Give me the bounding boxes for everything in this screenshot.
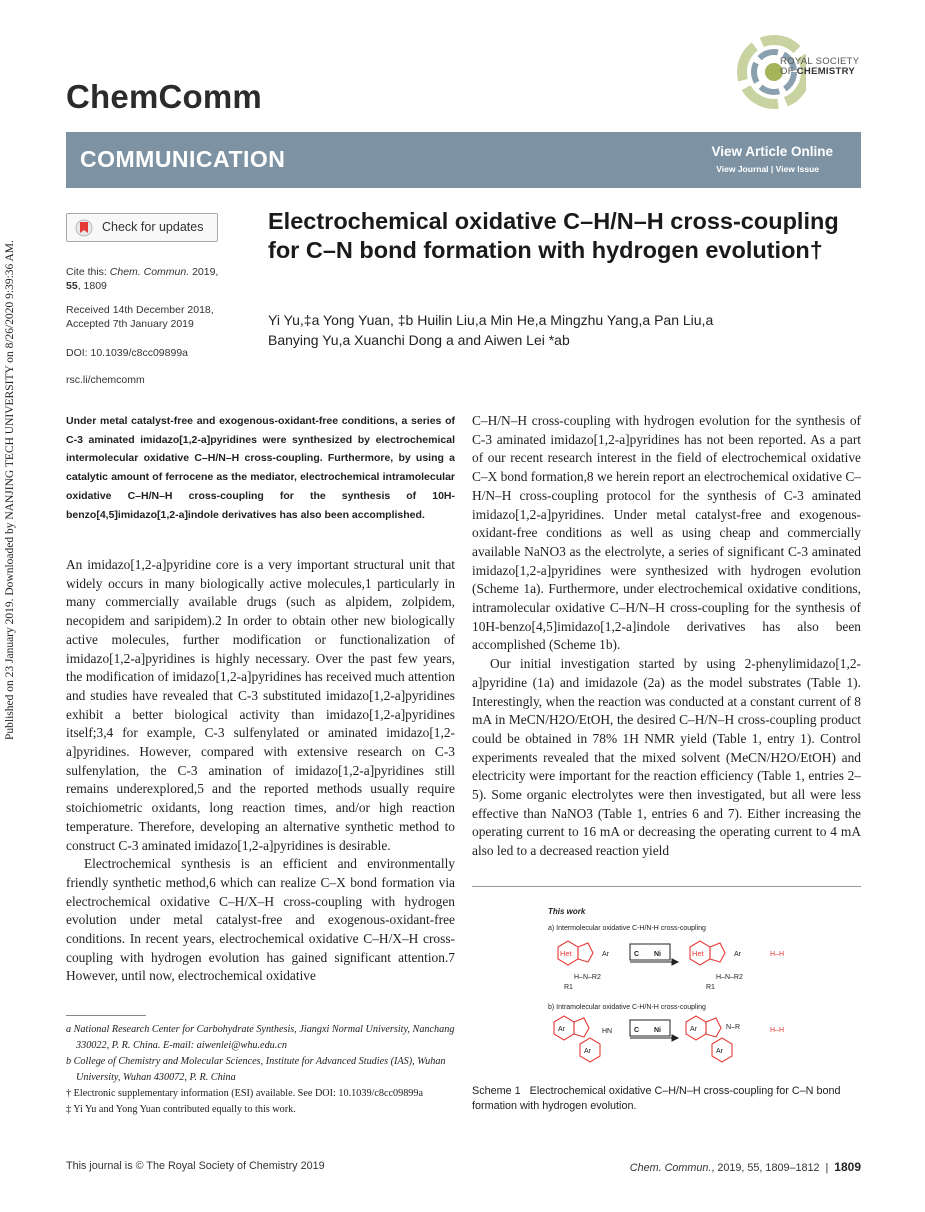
footnote: † Electronic supplementary information (ESI) available. See DOI: 10.1039/c8cc09899a [66,1088,424,1099]
footnote-divider [66,1015,146,1016]
svg-text:HN: HN [602,1028,613,1035]
authors-line-2: Banying Yu,a Xuanchi Dong a and Aiwen Lei *ab [268,332,570,348]
view-article-online-link[interactable]: View Article Online [711,144,833,159]
footnote: a National Research Center for Carbohydrate Synthesis, Jiangxi Normal University, Nanchang 330022, P. R. China. E-mail: aiwenlei@whu.edu.cn [66,1024,455,1051]
svg-text:H–H: H–H [770,951,785,958]
svg-text:H–N–R2: H–N–R2 [716,974,743,981]
page-footer [66,1160,861,1172]
page-number: 1809 [834,1160,861,1174]
paragraph: C–H/N–H cross-coupling with hydrogen evolution for the synthesis of C-3 aminated imidazo[1,2-a]pyridines has not been reported. As a part of our recent research interest in the field of electrochemical oxidative C–X bond formation,8 we herein report an electrochemical oxidative C–H/N–H cross-coupling protocol for the synthesis of C-3 aminated imidazo[1,2-a]pyridines. Under metal catalyst-free and exogenous-oxidant-free conditions as well as using cheap and commercially available NaNO3 as the electrolyte, a series of significant C-3 aminated imidazo[1,2-a]pyridines were synthesized with hydrogen evolution (Scheme 1a). Furthermore, under electrochemical oxidative conditions, intramolecular oxidative C–H/N–H cross-coupling for the synthesis of 10H-benzo[4,5]imidazo[1,2-a]indole derivatives has also been accomplished (Scheme 1b). [472,413,861,653]
article-type-banner [66,132,861,188]
svg-text:Ar: Ar [584,1048,591,1055]
short-url[interactable]: rsc.li/chemcomm [66,374,145,386]
svg-text:Ni: Ni [654,1027,661,1034]
article-type: COMMUNICATION [80,146,286,172]
abstract: Under metal catalyst-free and exogenous-oxidant-free conditions, a series of C-3 aminated imidazo[1,2-a]pyridines were synthesized by electrochemical intermolecular oxidative C–H/N–H cross-coupling. Furthermore, by using a catalytic amount of ferrocene as the mediator, electrochemical intramolecular oxidative C–H/N–H cross-coupling for the synthesis of 10H-benzo[4,5]imidazo[1,2-a]indole derivatives has also been accomplished. [66,415,455,521]
footnote: ‡ Yi Yu and Yong Yuan contributed equally to this work. [66,1104,296,1115]
svg-text:R1: R1 [706,984,715,991]
svg-text:H–H: H–H [770,1027,785,1034]
rsc-name-line1: ROYAL SOCIETY [780,56,860,67]
scheme-b-reactant [554,1016,600,1062]
citation: Cite this: Chem. Commun. 2019, 55, 1809 [66,266,219,292]
svg-text:Het: Het [560,949,572,958]
rsc-name-line2: OF CHEMISTRY [780,65,856,77]
banner-sublinks: View Journal | View Issue [716,164,819,174]
check-for-updates-label: Check for updates [102,220,204,234]
paragraph: Electrochemical synthesis is an efficient and environmentally friendly synthetic method,6 which can realize C–X bond formation via electrochemical oxidative C–H/X–H cross-coupling with hydrogen evolution under metal catalyst-free and exogenous-oxidant-free conditions. In recent years, electrochemical oxidative C–H/X–H cross-coupling with hydrogen evolution has gained significant attention.7 However, until now, electrochemical oxidative [66,856,455,984]
svg-text:H–N–R2: H–N–R2 [574,974,601,981]
svg-text:Het: Het [692,949,704,958]
crossmark-icon [74,219,94,237]
svg-text:C: C [634,951,640,958]
rsc-logo[interactable] [736,22,866,112]
download-stamp: Published on 23 January 2019. Downloaded by NANJING TECH UNIVERSITY on 8/26/2020 9:39:36 AM. [4,240,16,740]
check-for-updates-button[interactable] [66,213,218,242]
svg-text:Ni: Ni [654,951,661,958]
scheme-1-graphic [540,902,840,1072]
doi[interactable]: DOI: 10.1039/c8cc09899a [66,347,189,359]
scheme-caption: Scheme 1 Electrochemical oxidative C–H/N–H cross-coupling for C–N bond formation with hydrogen evolution. [472,1085,841,1112]
view-journal-link[interactable]: View Journal [716,164,769,174]
scheme-heading: This work [548,907,586,916]
article-title: Electrochemical oxidative C–H/N–H cross-coupling for C–N bond formation with hydrogen evolution† [268,208,839,263]
svg-text:R1: R1 [564,984,573,991]
footer-citation: Chem. Commun., 2019, 55, 1809–1812 | 1809 [629,1160,861,1174]
copyright: This journal is © The Royal Society of Chemistry 2019 [66,1160,325,1172]
svg-text:Ar: Ar [690,1026,697,1033]
scheme-divider [472,886,861,887]
svg-text:Ar: Ar [734,951,741,958]
received-dates: Received 14th December 2018, Accepted 7th January 2019 [66,304,214,330]
svg-text:C: C [634,1027,640,1034]
footnote: b College of Chemistry and Molecular Sciences, Institute for Advanced Studies (IAS), Wuhan University, Wuhan 430072, P. R. China [66,1056,446,1083]
svg-text:Ar: Ar [558,1026,565,1033]
footnotes [66,1022,455,1118]
scheme-a-label: a) Intermolecular oxidative C-H/N-H cross-coupling [548,925,706,932]
view-issue-link[interactable]: View Issue [775,164,819,174]
paragraph: Our initial investigation started by using 2-phenylimidazo[1,2-a]pyridine (1a) and imidazole (2a) as the model substrates (Table 1). Interestingly, when the reaction was conducted at a constant current of 8 mA in MeCN/H2O/EtOH, the desired C–H/N–H cross-coupling product could be obtained in 78% 1H NMR yield (Table 1, entry 1). Control experiments revealed that the mixed solvent (MeCN/H2O/EtOH) and electricity were important for the reaction efficiency (Table 1, entries 2–5). Some organic electrolytes were then investigated, but all were less effective than NaNO3 (Table 1, entries 6 and 7). Either increasing the operating current to 16 mA or decreasing the operating current to 4 mA also led to a decreased reaction yield [472,656,861,859]
paragraph: An imidazo[1,2-a]pyridine core is a very important structural unit that widely occurs in many biologically active molecules,1 particularly in many commercially available drugs (such as alpidem, zolpidem, necopidem and saripidem).2 In order to obtain other new biologically active molecules, further modification or functionalization of imidazo[1,2-a]pyridines is highly necessary. Over the past few years, the modification of imidazo[1,2-a]pyridines has received much attention and studies have revealed that C-3 substituted imidazo[1,2-a]pyridines exhibit a better biological activity than imidazo[1,2-a]pyridines itself;3,4 for example, C-3 sulfenylated or aminated imidazo[1,2-a]pyridines. However, compared with extensive research on C-3 sulfenylation, the C-3 amination of imidazo[1,2-a]pyridines still remains underexplored,5 and the reported methods usually require stoichiometric oxidants, long reaction times, and/or high reaction temperature. Therefore, developing an alternative synthetic method to construct C-3 aminated imidazo[1,2-a]pyridines is desirable. [66,557,455,853]
body-column-left [66,556,455,986]
svg-text:N–R: N–R [726,1024,741,1031]
journal-title[interactable]: ChemComm [66,78,262,115]
author-list [268,310,848,350]
svg-text:Ar: Ar [602,951,609,958]
authors-line-1: Yi Yu,‡a Yong Yuan, ‡b Huilin Liu,a Min He,a Mingzhu Yang,a Pan Liu,a [268,312,714,328]
svg-text:Ar: Ar [716,1048,723,1055]
body-column-right [472,412,861,861]
scheme-b-product [686,1016,732,1062]
scheme-b-label: b) Intramolecular oxidative C-H/N-H cross-coupling [548,1004,706,1011]
